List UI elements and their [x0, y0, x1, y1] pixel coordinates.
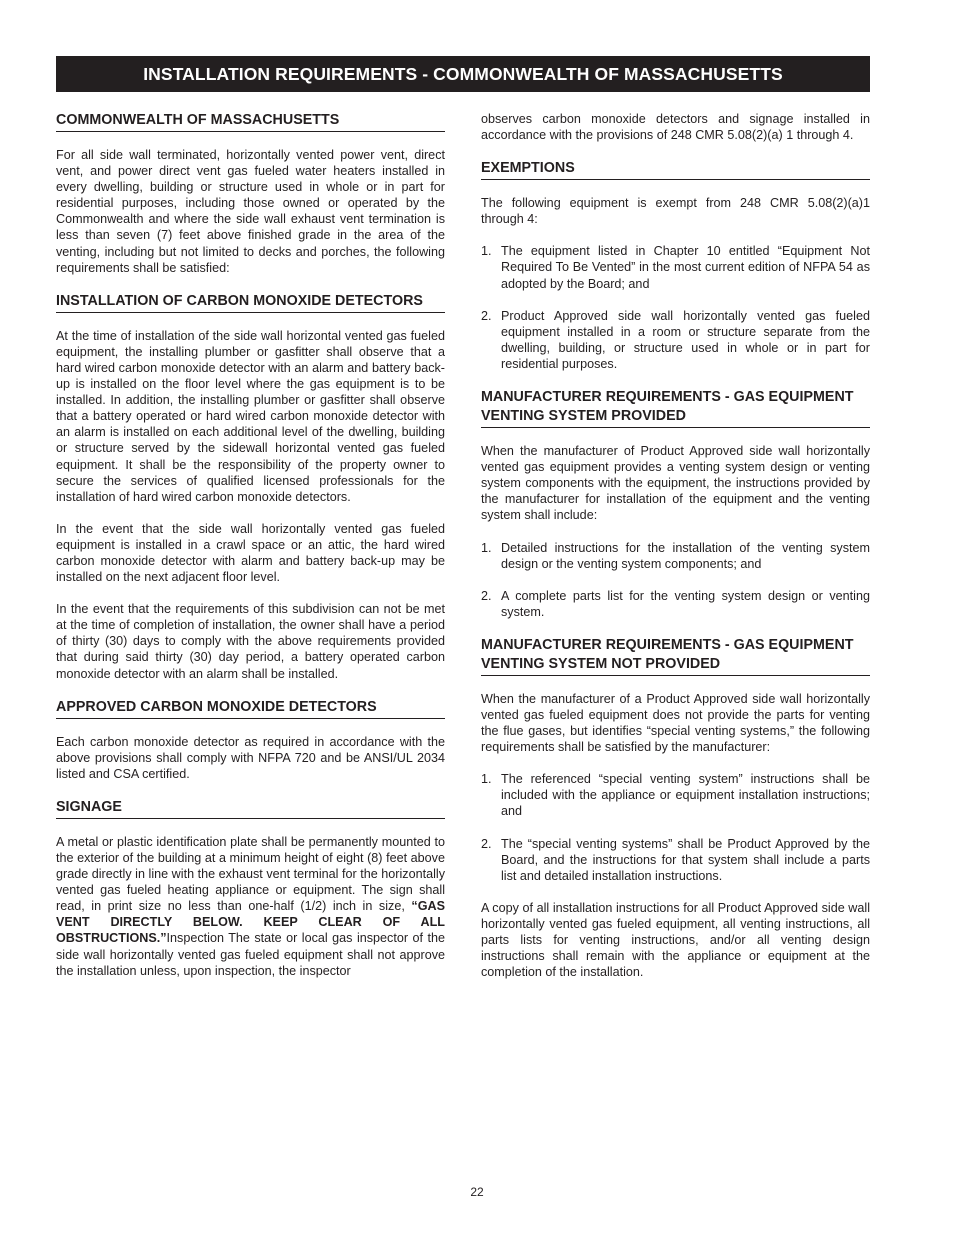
signage-warning-text: “GAS VENT DIRECTLY BELOW. KEEP CLEAR OF ALL OBSTRUCTIONS.”	[56, 899, 445, 946]
list-item-number: 1.	[481, 244, 492, 259]
list-item-number: 1.	[481, 540, 492, 555]
list-item-number: 2.	[481, 836, 492, 851]
right-column	[481, 111, 870, 996]
list-item-text: Detailed instructions for the installation of the venting system design or the venting system components; and	[501, 540, 870, 571]
list-item	[481, 540, 870, 572]
paragraph-crawl-space: In the event that the side wall horizontally vented gas fueled equipment is installed in a crawl space or an attic, the hard wired carbon monoxide detector with alarm and battery back-up may be installed on the next adjacent floor level.	[56, 521, 445, 585]
list-item	[481, 308, 870, 372]
paragraph-venting-not-provided: When the manufacturer of a Product Approved side wall horizontally vented gas fueled equipment does not provide the parts for venting the flue gases, but identifies “special venting systems,” the following requirements shall be satisfied by the manufacturer:	[481, 691, 870, 755]
list-item-text: The referenced “special venting system” instructions shall be included with the appliance or equipment installation instructions; and	[501, 772, 870, 819]
page-number: 22	[470, 1185, 484, 1199]
list-item-text: The equipment listed in Chapter 10 entitled “Equipment Not Required To Be Vented” in the most current edition of NFPA 54 as adopted by the Board; and	[501, 244, 870, 291]
section-heading-commonwealth: COMMONWEALTH OF MASSACHUSETTS	[56, 111, 445, 132]
section-heading-venting-provided: MANUFACTURER REQUIREMENTS - GAS EQUIPMENT VENTING SYSTEM PROVIDED	[481, 388, 870, 428]
list-item-text: A complete parts list for the venting system design or venting system.	[501, 588, 870, 619]
paragraph-approved-detectors: Each carbon monoxide detector as required in accordance with the above provisions shall comply with NFPA 720 and be ANSI/UL 2034 listed and CSA certified.	[56, 734, 445, 781]
list-item-text: Product Approved side wall horizontally vented gas fueled equipment installed in a room or structure separate from the dwelling, building, or structure used in whole or in part for residential purposes.	[501, 308, 870, 371]
paragraph-co-installation: At the time of installation of the side wall horizontal vented gas fueled equipment, the installing plumber or gasfitter shall observe that a hard wired carbon monoxide detector with an alarm and battery back-up is installed on the floor level where the gas equipment is to be installed. In addition, the installing plumber or gasfitter shall observe that a battery operated or hard wired carbon monoxide detector with an alarm is installed on each additional level of the dwelling, building or structure served by the sidewall horizontal vented gas fueled equipment. It shall be the responsibility of the property owner to secure the services of qualified licensed professionals for the installation of hard wired carbon monoxide detectors.	[56, 328, 445, 504]
list-item-number: 2.	[481, 588, 492, 603]
section-heading-venting-not-provided: MANUFACTURER REQUIREMENTS - GAS EQUIPMENT VENTING SYSTEM NOT PROVIDED	[481, 636, 870, 676]
list-item-number: 2.	[481, 308, 492, 323]
section-heading-co-detectors-installation: INSTALLATION OF CARBON MONOXIDE DETECTORS	[56, 292, 445, 313]
section-heading-exemptions: EXEMPTIONS	[481, 159, 870, 180]
paragraph-continuation: observes carbon monoxide detectors and signage installed in accordance with the provisions of 248 CMR 5.08(2)(a) 1 through 4.	[481, 112, 870, 143]
list-item-number: 1.	[481, 772, 492, 787]
paragraph-thirty-days: In the event that the requirements of this subdivision can not be met at the time of completion of installation, the owner shall have a period of thirty (30) days to comply with the above requirements provided that during said thirty (30) day period, a battery operated carbon monoxide detector with an alarm shall be installed.	[56, 602, 445, 681]
left-column	[56, 111, 445, 995]
list-item	[481, 588, 870, 620]
section-heading-signage: SIGNAGE	[56, 798, 445, 819]
list-item-text: The “special venting systems” shall be Product Approved by the Board, and the instructions for that system shall include a parts list and detailed installation instructions.	[501, 836, 870, 883]
signage-text-part2: Inspection The state or local gas inspector of the side wall horizontally vented gas fueled equipment shall not approve the installation unless, upon inspection, the inspector	[56, 931, 445, 978]
paragraph-signage	[56, 834, 445, 979]
paragraph-venting-provided: When the manufacturer of Product Approved side wall horizontally vented gas equipment provides a venting system design or venting system components with the equipment, the instructions provided by the manufacturer for installation of the equipment and the venting system shall include:	[481, 444, 870, 523]
paragraph-exemptions: The following equipment is exempt from 248 CMR 5.08(2)(a)1 through 4:	[481, 196, 870, 227]
list-item	[481, 243, 870, 291]
page-title: INSTALLATION REQUIREMENTS - COMMONWEALTH OF MASSACHUSETTS	[143, 63, 783, 84]
paragraph-copy-instructions: A copy of all installation instructions for all Product Approved side wall horizontally vented gas fueled equipment, all venting instructions, all parts lists for venting instructions, and/or all venting design instructions shall remain with the appliance or equipment at the completion of the installation.	[481, 900, 870, 980]
paragraph-intro: For all side wall terminated, horizontally vented power vent, direct vent, and power direct vent gas fueled water heaters installed in every dwelling, building or structure used in whole or in part for residential purposes, including those owned or operated by the Commonwealth and where the side wall exhaust vent termination is less than seven (7) feet above finished grade in the area of the venting, including but not limited to decks and porches, the following requirements shall be satisfied:	[56, 148, 445, 275]
section-heading-approved-detectors: APPROVED CARBON MONOXIDE DETECTORS	[56, 698, 445, 719]
signage-text-part1: A metal or plastic identification plate shall be permanently mounted to the exterior of the building at a minimum height of eight (8) feet above grade directly in line with the exhaust vent terminal for the horizontally vented gas fueled heating appliance or equipment. The sign shall read, in print size no less than one-half (1/2) inch in size,	[56, 834, 445, 914]
page-title-banner	[56, 56, 870, 92]
list-item	[481, 771, 870, 819]
list-item	[481, 836, 870, 884]
